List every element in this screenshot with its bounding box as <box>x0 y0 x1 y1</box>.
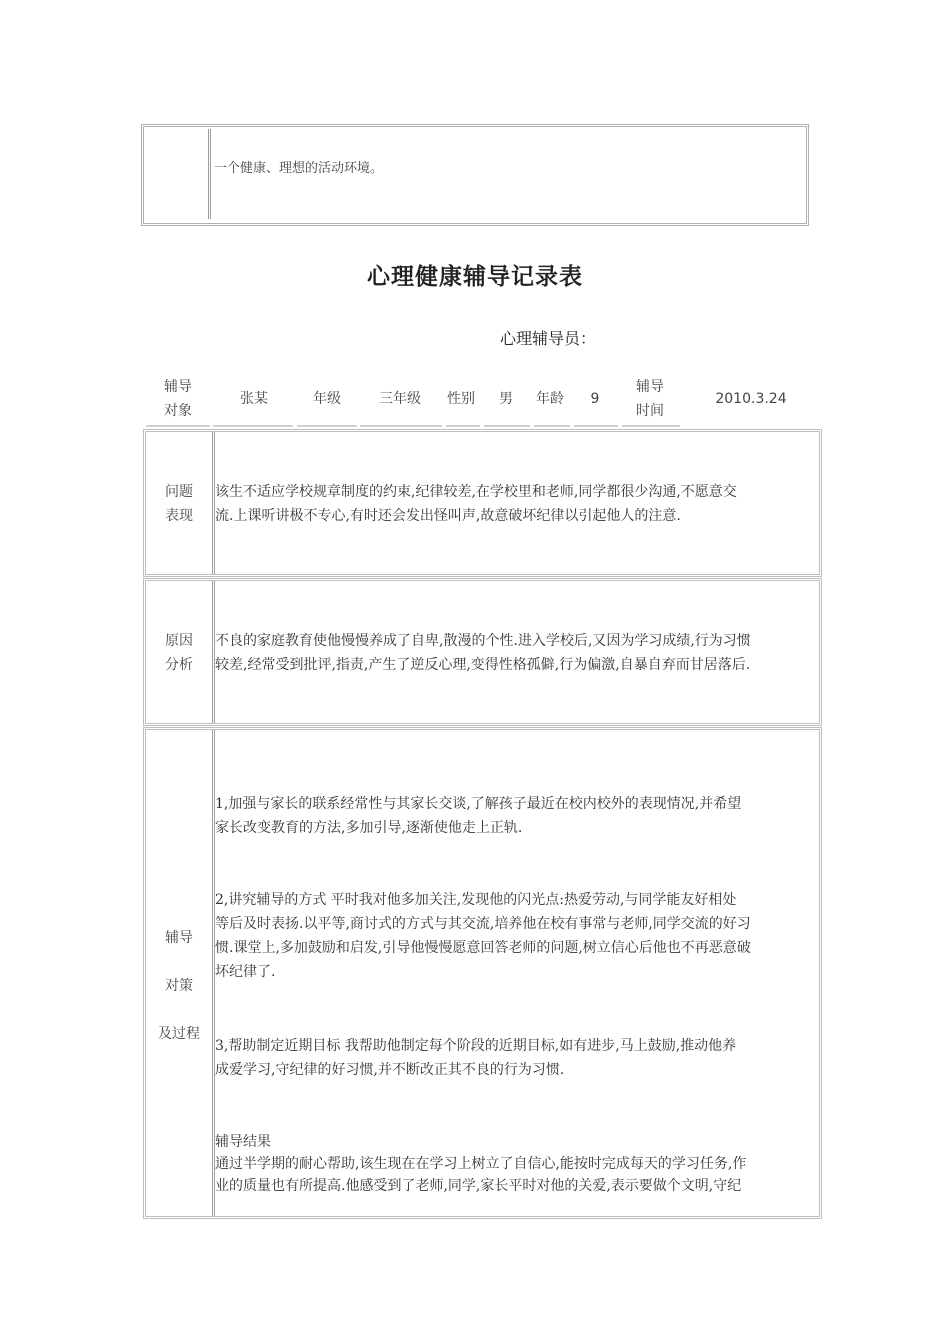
result-heading: 辅导结果 <box>215 1134 271 1150</box>
info-rule <box>297 425 357 427</box>
info-rule <box>446 425 480 427</box>
age-value: 9 <box>590 391 600 407</box>
gender-value: 男 <box>499 391 513 407</box>
previous-page-table-fragment <box>141 124 809 226</box>
grade-value: 三年级 <box>379 391 421 407</box>
problem-label: 问题 表现 <box>165 484 193 524</box>
age-label: 年龄 <box>536 391 564 407</box>
fragment-text: 一个健康、理想的活动环境。 <box>214 161 384 176</box>
problem-section <box>143 429 822 577</box>
measures-item-2: 2,讲究辅导的方式 平时我对他多加关注,发现他的闪光点:热爱劳动,与同学能友好相处 等后及时表扬.以平等,商讨式的方式与其交流,培养他在校有事常与老师,同学交流的好习 惯.课堂上,多加鼓励和启发,引导他慢慢愿意回答老师的问题,树立信心后他也不再恶意破 坏纪律了. <box>215 892 751 980</box>
measures-label: 辅导 对策 及过程 <box>158 930 200 1042</box>
cause-label: 原因 分析 <box>165 633 193 673</box>
column-divider <box>208 129 211 219</box>
time-label: 辅导 时间 <box>636 379 664 419</box>
cause-section <box>143 578 822 726</box>
measures-item-3: 3,帮助制定近期目标 我帮助他制定每个阶段的近期目标,如有进步,马上鼓励,推动他养 成爱学习,守纪律的好习惯,并不断改正其不良的行为习惯. <box>215 1038 737 1078</box>
info-rule <box>574 425 618 427</box>
info-rule <box>534 425 570 427</box>
info-rule <box>484 425 530 427</box>
gender-label: 性别 <box>447 391 475 407</box>
info-rule <box>213 425 293 427</box>
measures-item-1: 1,加强与家长的联系经常性与其家长交谈,了解孩子最近在校内校外的表现情况,并希望 家长改变教育的方法,多加引导,逐渐使他走上正轨. <box>215 796 742 836</box>
session-date: 2010.3.24 <box>715 391 787 407</box>
counseling-result: 辅导结果 通过半学期的耐心帮助,该生现在在学习上树立了自信心,能按时完成每天的学习任务,作 业的质量也有所提高.他感受到了老师,同学,家长平时对他的关爱,表示要做个文明,守纪 <box>215 1131 817 1197</box>
grade-label: 年级 <box>313 391 341 407</box>
student-name: 张某 <box>240 391 268 407</box>
info-rule <box>622 425 680 427</box>
target-label: 辅导 对象 <box>164 379 192 419</box>
measures-section <box>143 727 822 1219</box>
cause-content: 不良的家庭教育使他慢慢养成了自卑,散漫的个性.进入学校后,又因为学习成绩,行为习惯 较差,经常受到批评,指责,产生了逆反心理,变得性格孤僻,行为偏激,自暴自弃而甘居落后. <box>215 633 751 673</box>
info-rule <box>360 425 442 427</box>
info-rule <box>146 425 210 427</box>
counselor-label: 心理辅导员： <box>500 329 597 348</box>
problem-content: 该生不适应学校规章制度的约束,纪律较差,在学校里和老师,同学都很少沟通,不愿意交 流.上课听讲极不专心,有时还会发出怪叫声,故意破坏纪律以引起他人的注意. <box>215 484 737 524</box>
page-title: 心理健康辅导记录表 <box>367 264 583 290</box>
